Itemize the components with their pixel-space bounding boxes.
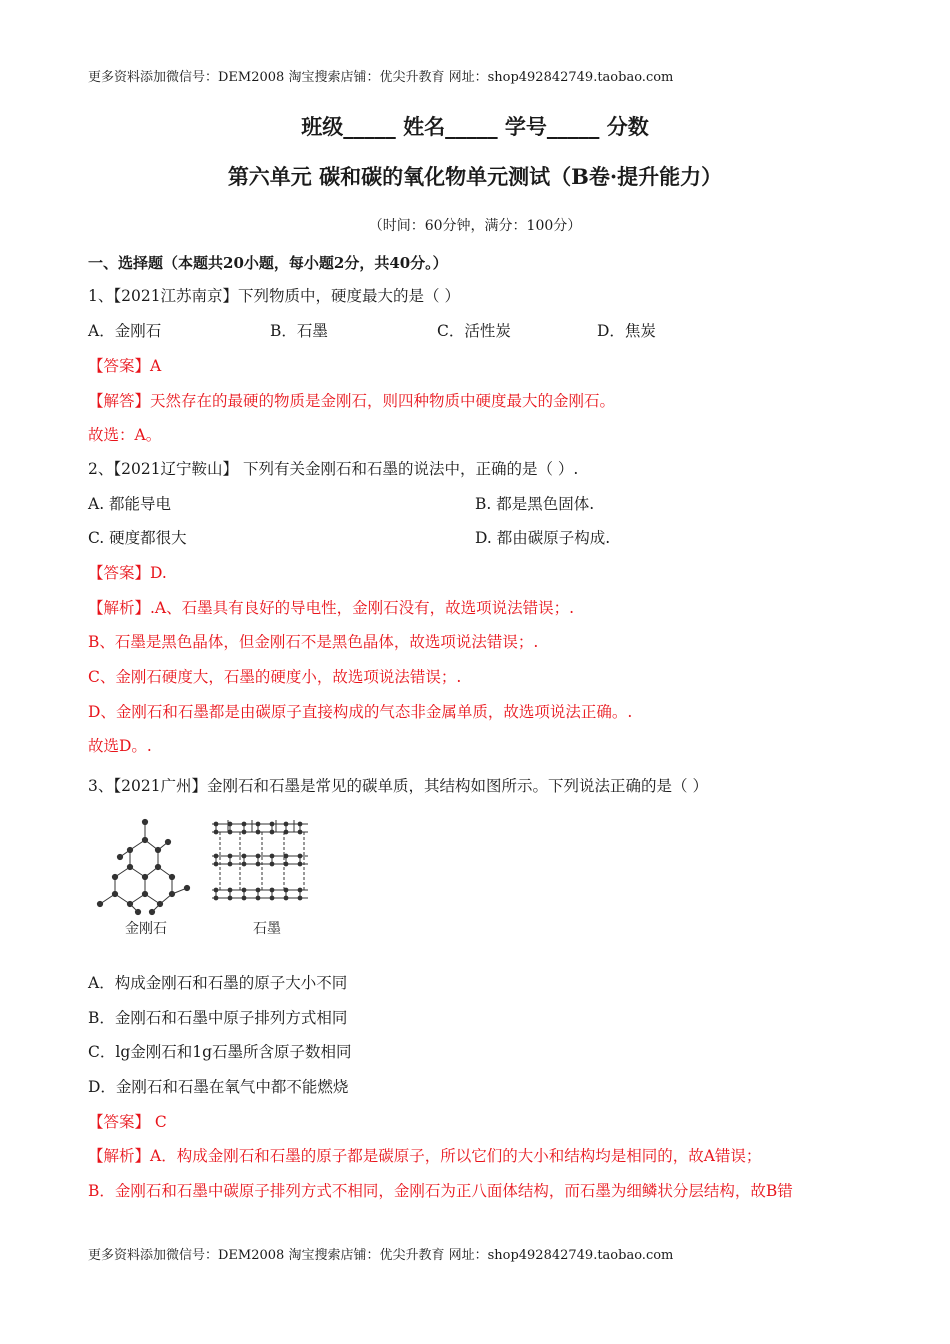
page-header: 更多资料添加微信号：DEM2008 淘宝搜索店铺：优尖升教育 网址：shop492842749.taobao.com [88,70,674,85]
diamond-graphite-structure-diagram [90,812,330,922]
graphite-label: 石墨 [253,921,281,937]
q1-analysis: 【解答】天然存在的最硬的物质是金刚石，则四种物质中硬度最大的金刚石。 [88,392,616,410]
q1-option-c: C．活性炭 [437,322,511,340]
q3-analysis-line: B．金刚石和石墨中碳原子排列方式不相同，金刚石为正八面体结构，而石墨为细鳞状分层结构，故B错 [88,1182,793,1200]
time-score-line: （时间：60分钟，满分：100分） [368,218,582,234]
q2-option-d: D. 都由碳原子构成. [475,529,611,547]
question-1-stem: 1、【2021江苏南京】下列物质中，硬度最大的是（ ） [88,287,460,305]
q3-answer: 【答案】 C [88,1113,167,1131]
question-2-stem: 2、【2021辽宁鞍山】 下列有关金刚石和石墨的说法中，正确的是（ ）. [88,460,579,478]
q2-analysis-line: B、石墨是黑色晶体，但金刚石不是黑色晶体，故选项说法错误；. [88,633,539,651]
diamond-structure [97,819,189,914]
q1-choice: 故选：A。 [88,426,162,444]
page-footer: 更多资料添加微信号：DEM2008 淘宝搜索店铺：优尖升教育 网址：shop492842749.taobao.com [88,1248,674,1263]
q3-option-d: D．金刚石和石墨在氧气中都不能燃烧 [88,1078,349,1096]
q2-option-c: C. 硬度都很大 [88,529,187,547]
graphite-structure [212,820,308,900]
q1-option-a: A．金刚石 [88,322,162,340]
q3-option-b: B．金刚石和石墨中原子排列方式相同 [88,1009,348,1027]
q1-option-b: B．石墨 [270,322,328,340]
q2-option-a: A. 都能导电 [88,495,172,513]
carbon-structure-figure [90,812,330,942]
q3-option-a: A．构成金刚石和石墨的原子大小不同 [88,974,348,992]
q2-choice: 故选D。. [88,737,152,755]
q1-answer: 【答案】A [88,357,162,375]
q3-option-c: C．lg金刚石和1g石墨所含原子数相同 [88,1043,352,1061]
q2-analysis-line: D、金刚石和石墨都是由碳原子直接构成的气态非金属单质，故选项说法正确。. [88,703,633,721]
page-title: 第六单元 碳和碳的氧化物单元测试（B卷·提升能力） [227,164,723,189]
section-heading: 一、选择题（本题共20小题，每小题2分，共40分。） [88,254,448,272]
q2-analysis-line: C、金刚石硬度大，石墨的硬度小，故选项说法错误；. [88,668,462,686]
question-3-stem: 3、【2021广州】金刚石和石墨是常见的碳单质，其结构如图所示。下列说法正确的是（ ） [88,777,708,795]
diamond-label: 金刚石 [125,921,167,937]
q2-analysis-line: 【解析】.A、石墨具有良好的导电性，金刚石没有，故选项说法错误；. [88,599,575,617]
q2-option-b: B. 都是黑色固体. [475,495,595,513]
q1-option-d: D．焦炭 [597,322,656,340]
student-info-line: 班级_____ 姓名_____ 学号_____ 分数 [301,114,649,139]
q2-answer: 【答案】D. [88,564,167,582]
q3-analysis-line: 【解析】A．构成金刚石和石墨的原子都是碳原子，所以它们的大小和结构均是相同的，故A错误； [88,1147,762,1165]
